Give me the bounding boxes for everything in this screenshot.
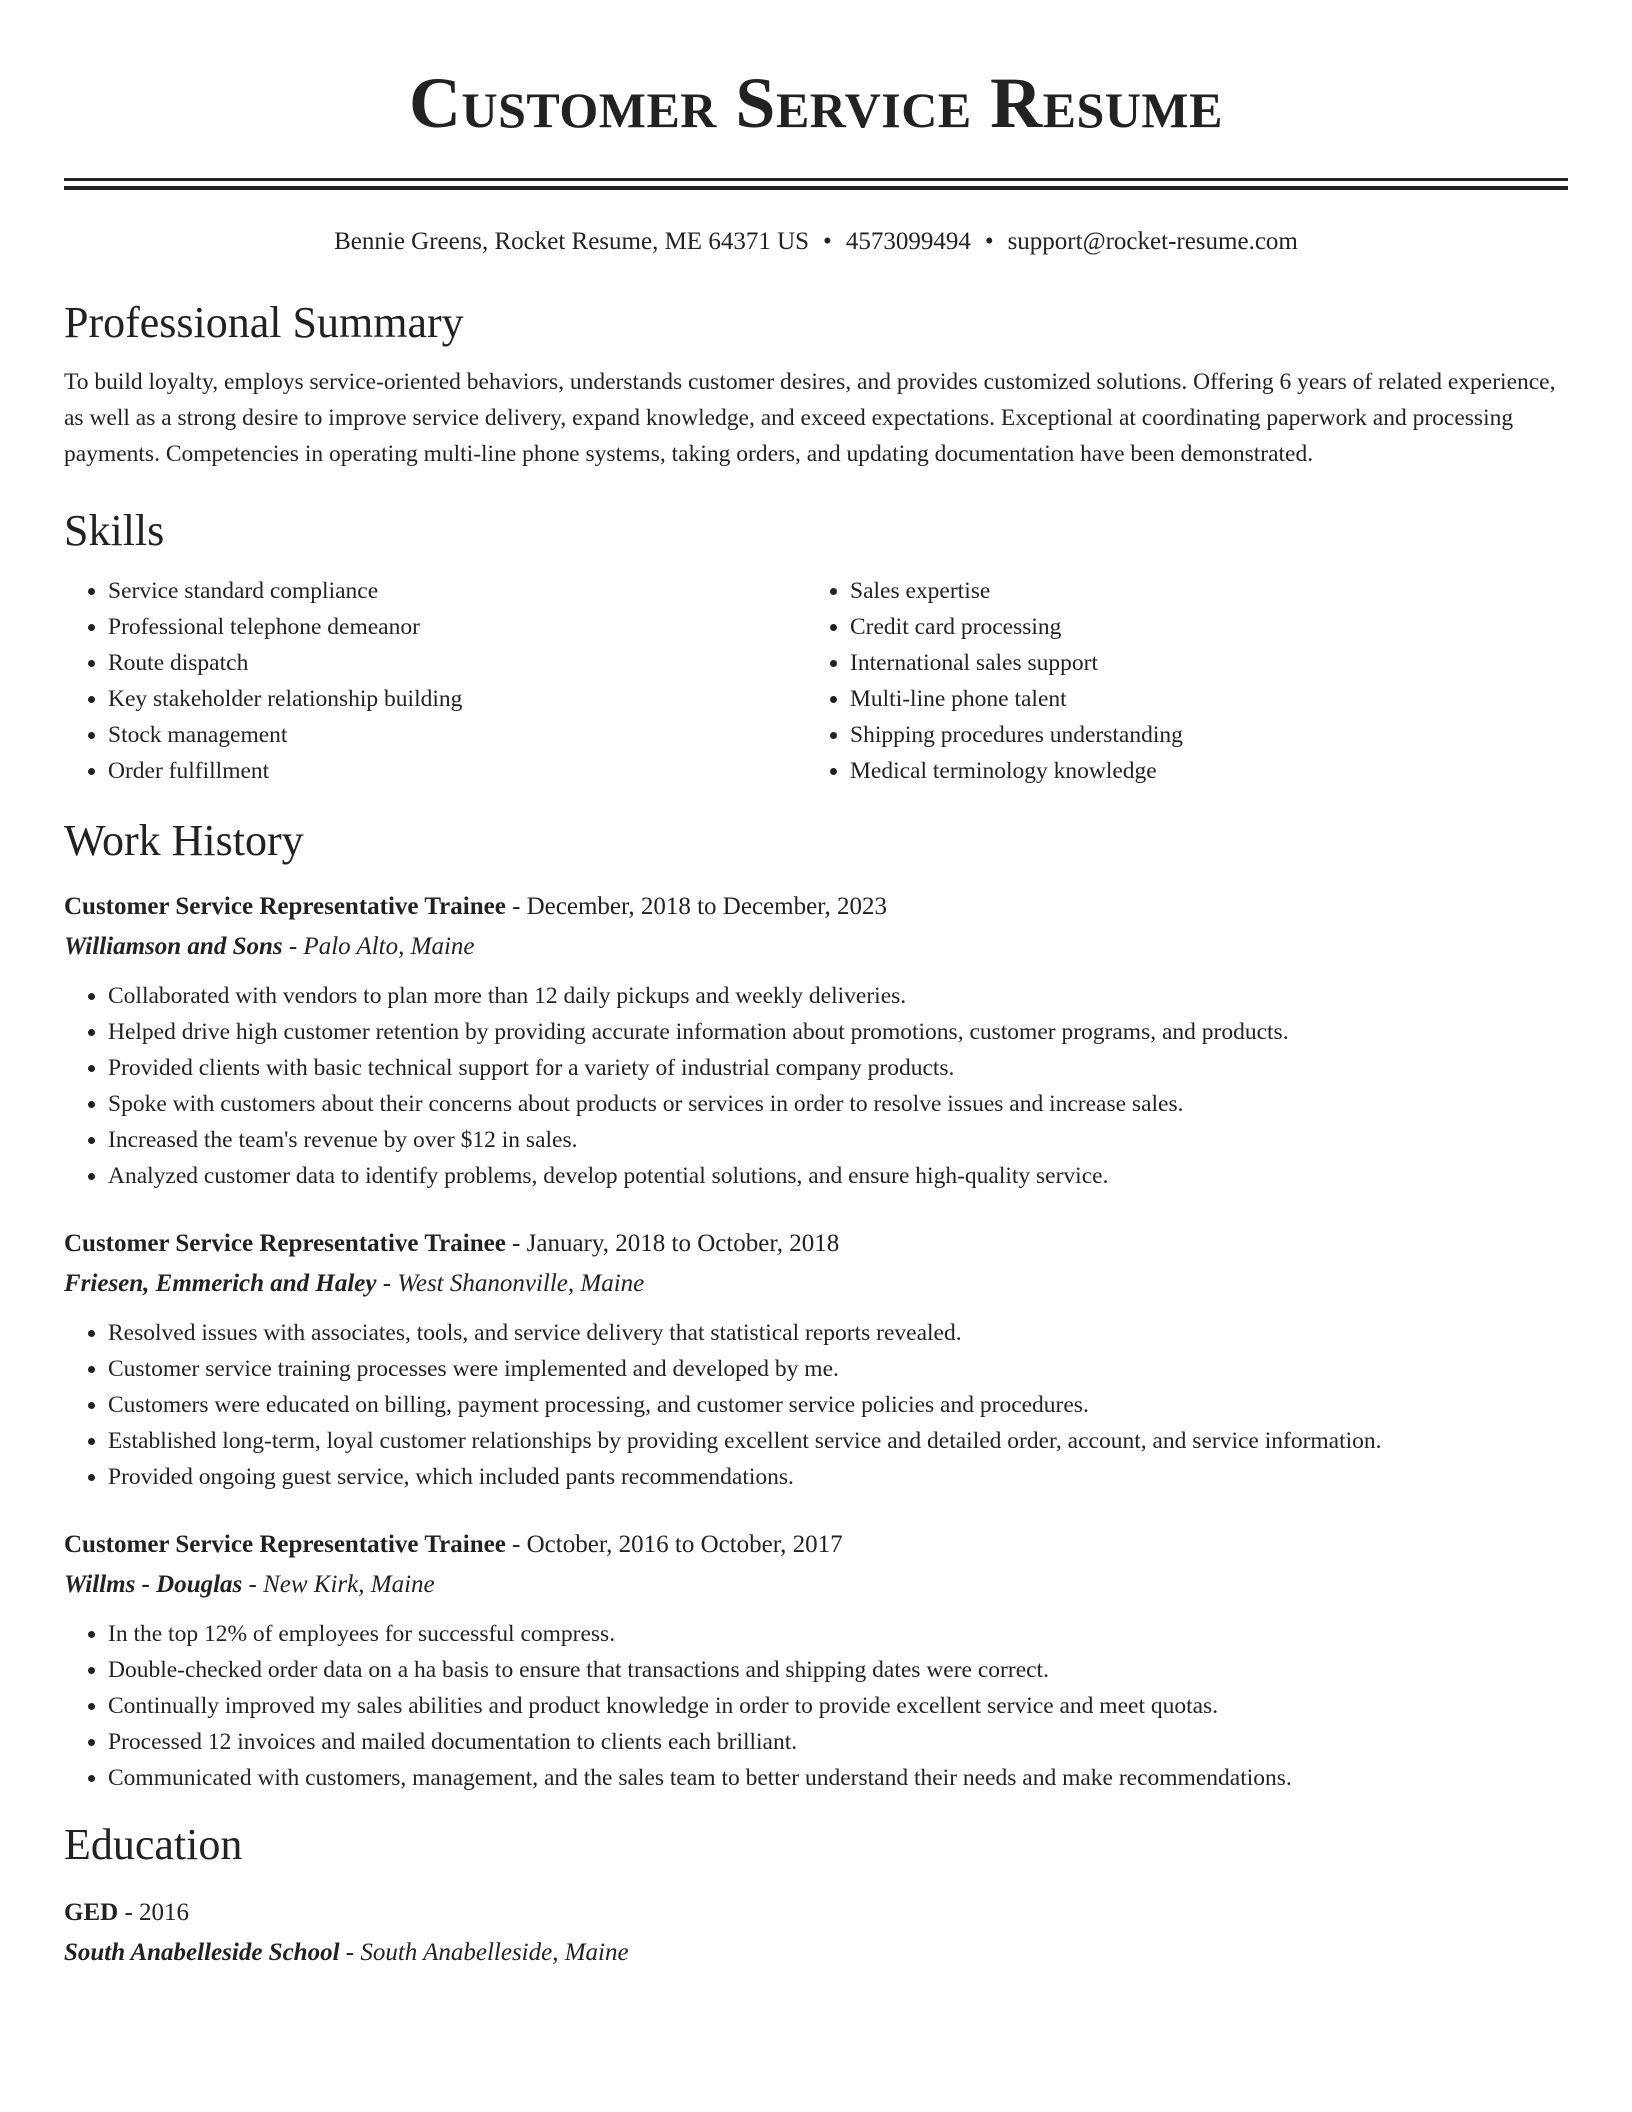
job-bullet: • Resolved issues with associates, tools, and service delivery that statistical reports revealed. — [108, 1315, 1568, 1351]
job-bullet: • Double-checked order data on a ha basis to ensure that transactions and shipping dates were correct. — [108, 1652, 1568, 1688]
skill-item: • International sales support — [850, 645, 1548, 681]
job-bullet: • Customers were educated on billing, payment processing, and customer service policies and procedures. — [108, 1387, 1568, 1423]
title-divider-thick — [64, 186, 1568, 190]
job-bullet: • Helped drive high customer retention by providing accurate information about promotions, customer programs, and products. — [108, 1014, 1568, 1050]
skill-item: • Professional telephone demeanor — [108, 609, 806, 645]
skill-item: • Shipping procedures understanding — [850, 717, 1548, 753]
company-line — [64, 927, 1568, 967]
contact-separator: • — [823, 228, 832, 255]
job-bullet: • Increased the team's revenue by over $12 in sales. — [108, 1122, 1568, 1158]
job-bullet: • Spoke with customers about their concerns about products or services in order to resolve issues and increase sales. — [108, 1086, 1568, 1122]
skill-item: • Medical terminology knowledge — [850, 753, 1548, 789]
education-heading: Education — [64, 1820, 243, 1869]
resume-title: Customer Service Resume — [409, 63, 1223, 143]
skill-item: • Sales expertise — [850, 573, 1548, 609]
summary-text: To build loyalty, employs service-oriented behaviors, understands customer desires, and provides customized solutions. Offering 6 years of related experience, as well as a strong desire to improve service delivery, expand knowledge, and exceed expectations. Exceptional at coordinating paperwork and processing payments. Competencies in operating multi-line phone systems, taking orders, and updating documentation have been demonstrated. — [64, 369, 1556, 467]
school-name: South Anabelleside School — [64, 1939, 340, 1966]
job-bullet: • Continually improved my sales abilities and product knowledge in order to provide excellent service and meet quotas. — [108, 1688, 1568, 1724]
education-entry — [64, 1893, 1568, 1973]
job-dates: - December, 2018 to December, 2023 — [505, 893, 887, 920]
job-bullet: • Processed 12 invoices and mailed documentation to clients each brilliant. — [108, 1724, 1568, 1760]
skills-list-left — [64, 573, 806, 789]
summary-heading: Professional Summary — [64, 298, 464, 347]
skills-columns — [64, 573, 1568, 789]
job-dates: - January, 2018 to October, 2018 — [505, 1230, 840, 1257]
job-entry — [64, 887, 1568, 1194]
contact-address: Bennie Greens, Rocket Resume, ME 64371 US — [334, 228, 810, 255]
company-line — [64, 1264, 1568, 1304]
school-line — [64, 1933, 1568, 1973]
skills-heading: Skills — [64, 506, 165, 555]
job-entry — [64, 1525, 1568, 1796]
school-location: - South Anabelleside, Maine — [339, 1939, 629, 1966]
skill-item: • Order fulfillment — [108, 753, 806, 789]
skill-item: • Stock management — [108, 717, 806, 753]
skill-item: • Credit card processing — [850, 609, 1548, 645]
job-bullets — [64, 1315, 1568, 1495]
company-location: - Palo Alto, Maine — [282, 933, 475, 960]
degree-name: GED — [64, 1899, 119, 1926]
skill-item: • Route dispatch — [108, 645, 806, 681]
company-name: Willms - Douglas — [64, 1571, 243, 1598]
job-bullet: • Provided clients with basic technical support for a variety of industrial company products. — [108, 1050, 1568, 1086]
job-bullets — [64, 1616, 1568, 1796]
job-title-line — [64, 887, 1568, 927]
company-line — [64, 1565, 1568, 1605]
contact-phone: 4573099494 — [845, 228, 971, 255]
job-bullet: • Communicated with customers, management, and the sales team to better understand their needs and make recommendations. — [108, 1760, 1568, 1796]
job-bullet: • Collaborated with vendors to plan more than 12 daily pickups and weekly deliveries. — [108, 978, 1568, 1014]
contact-email: support@rocket-resume.com — [1007, 228, 1298, 255]
title-divider-thin — [64, 178, 1568, 181]
company-location: - West Shanonville, Maine — [376, 1270, 645, 1297]
skill-item: • Service standard compliance — [108, 573, 806, 609]
skills-list-right — [806, 573, 1548, 789]
skill-item: • Multi-line phone talent — [850, 681, 1548, 717]
company-name: Friesen, Emmerich and Haley — [64, 1270, 377, 1297]
job-title-line — [64, 1525, 1568, 1565]
degree-line — [64, 1893, 1568, 1933]
contact-line — [64, 226, 1568, 258]
job-bullet: • In the top 12% of employees for successful compress. — [108, 1616, 1568, 1652]
job-title-line — [64, 1224, 1568, 1264]
job-title: Customer Service Representative Trainee — [64, 893, 506, 920]
job-title: Customer Service Representative Trainee — [64, 1230, 506, 1257]
company-name: Williamson and Sons — [64, 933, 283, 960]
job-entry — [64, 1224, 1568, 1495]
contact-separator: • — [984, 228, 994, 255]
company-location: - New Kirk, Maine — [242, 1571, 435, 1598]
job-bullet: • Provided ongoing guest service, which included pants recommendations. — [108, 1459, 1568, 1495]
work-history-heading: Work History — [64, 816, 304, 865]
skill-item: • Key stakeholder relationship building — [108, 681, 806, 717]
job-bullets — [64, 978, 1568, 1194]
job-bullet: • Customer service training processes were implemented and developed by me. — [108, 1351, 1568, 1387]
job-bullet: • Established long-term, loyal customer relationships by providing excellent service and detailed order, account, and service information. — [108, 1423, 1568, 1459]
job-bullet: • Analyzed customer data to identify problems, develop potential solutions, and ensure high-quality service. — [108, 1158, 1568, 1194]
job-title: Customer Service Representative Trainee — [64, 1531, 506, 1558]
job-dates: - October, 2016 to October, 2017 — [505, 1531, 843, 1558]
degree-year: - 2016 — [118, 1899, 190, 1926]
